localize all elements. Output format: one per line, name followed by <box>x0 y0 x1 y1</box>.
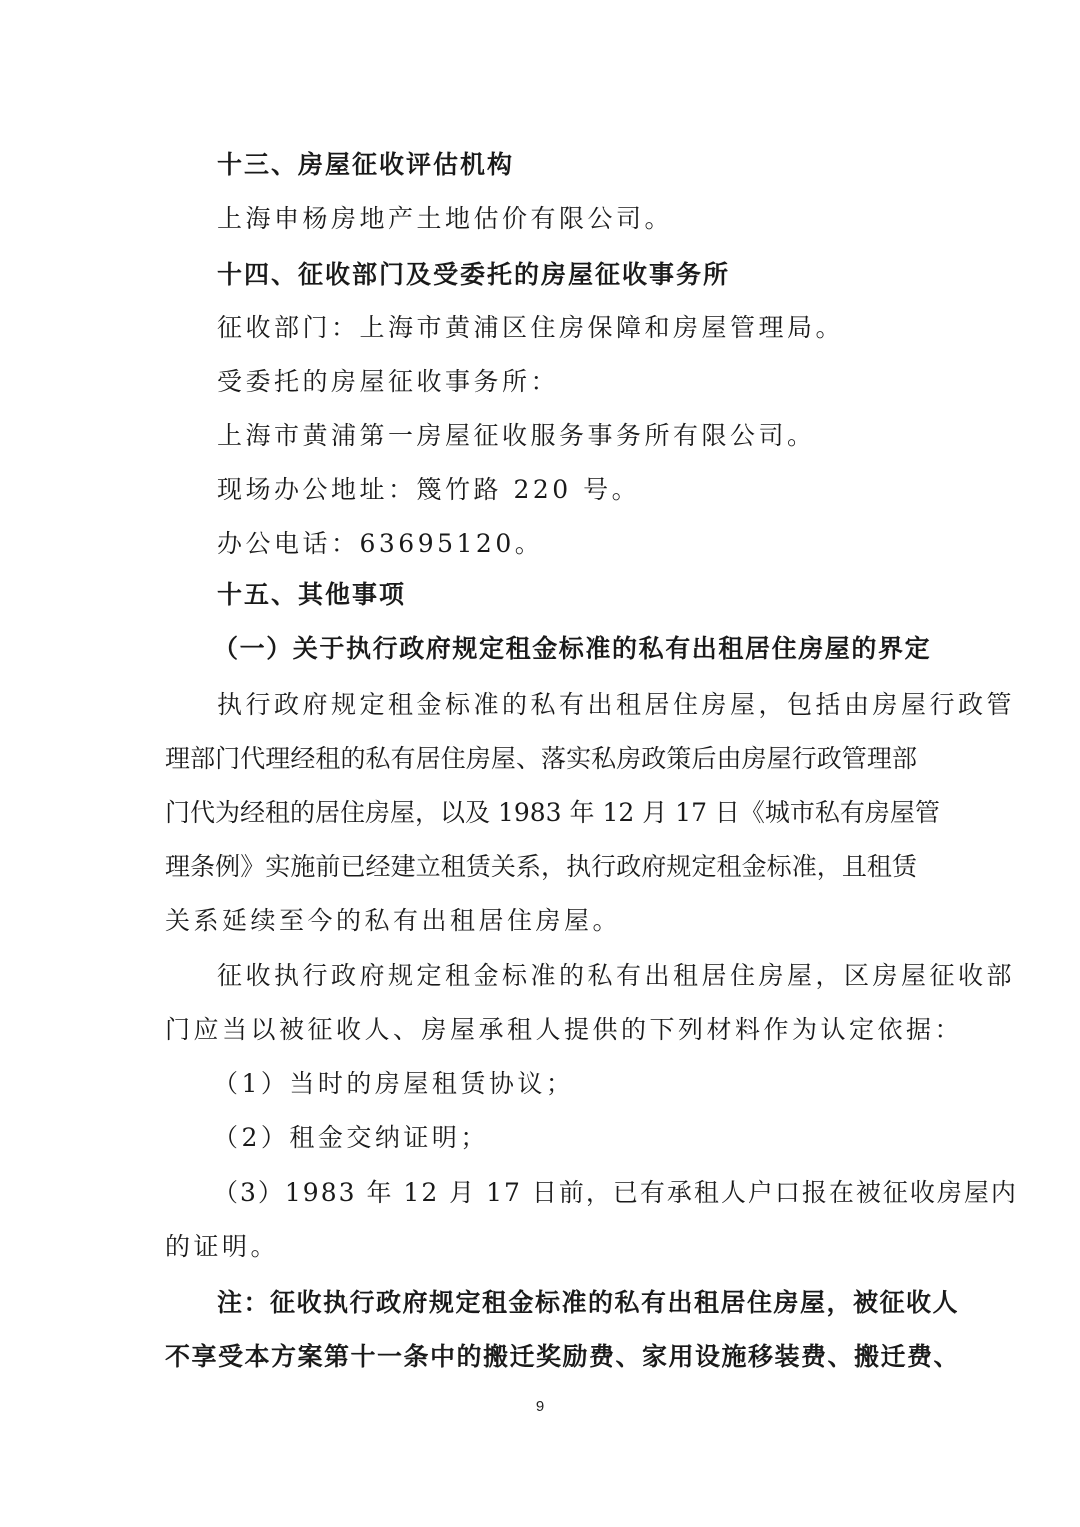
section-13-heading: 十三、房屋征收评估机构 <box>217 150 515 179</box>
para1-line-4: 理条例》实施前已经建立租赁关系，执行政府规定租金标准，且租赁 <box>165 852 917 881</box>
note-line-1: 注：征收执行政府规定租金标准的私有出租居住房屋，被征收人 <box>217 1288 960 1317</box>
list-item-1: （1）当时的房屋租赁协议； <box>213 1069 575 1098</box>
para1-line-3: 门代为经租的居住房屋，以及 1983 年 12 月 17 日《城市私有房屋管 <box>165 798 940 827</box>
section-14-address: 现场办公地址：篾竹路 220 号。 <box>217 475 641 504</box>
section-14-office-name: 上海市黄浦第一房屋征收服务事务所有限公司。 <box>217 421 816 450</box>
list-item-3: （3）1983 年 12 月 17 日前，已有承租人户口报在被征收房屋内 <box>213 1178 1018 1207</box>
section-14-office-label: 受委托的房屋征收事务所： <box>217 367 560 396</box>
para2-line-1: 征收执行政府规定租金标准的私有出租居住房屋，区房屋征收部 <box>217 961 1016 990</box>
section-14-heading: 十四、征收部门及受委托的房屋征收事务所 <box>217 260 731 289</box>
section-14-dept: 征收部门：上海市黄浦区住房保障和房屋管理局。 <box>217 313 845 342</box>
section-14-phone: 办公电话：63695120。 <box>217 529 544 558</box>
para1-line-1: 执行政府规定租金标准的私有出租居住房屋，包括由房屋行政管 <box>217 690 1016 719</box>
section-15-heading: 十五、其他事项 <box>217 580 407 609</box>
page-number: 9 <box>535 1398 545 1415</box>
list-item-2: （2）租金交纳证明； <box>213 1123 489 1152</box>
para1-line-2: 理部门代理经租的私有居住房屋、落实私房政策后由房屋行政管理部 <box>165 744 917 773</box>
subsection-1-heading: （一）关于执行政府规定租金标准的私有出租居住房屋的界定 <box>213 634 932 663</box>
section-13-body: 上海申杨房地产土地估价有限公司。 <box>217 204 674 233</box>
para1-line-5: 关系延续至今的私有出租居住房屋。 <box>165 906 622 935</box>
para2-line-2: 门应当以被征收人、房屋承租人提供的下列材料作为认定依据： <box>165 1015 964 1044</box>
list-item-3-cont: 的证明。 <box>165 1232 280 1261</box>
note-line-2: 不享受本方案第十一条中的搬迁奖励费、家用设施移装费、搬迁费、 <box>165 1342 961 1371</box>
